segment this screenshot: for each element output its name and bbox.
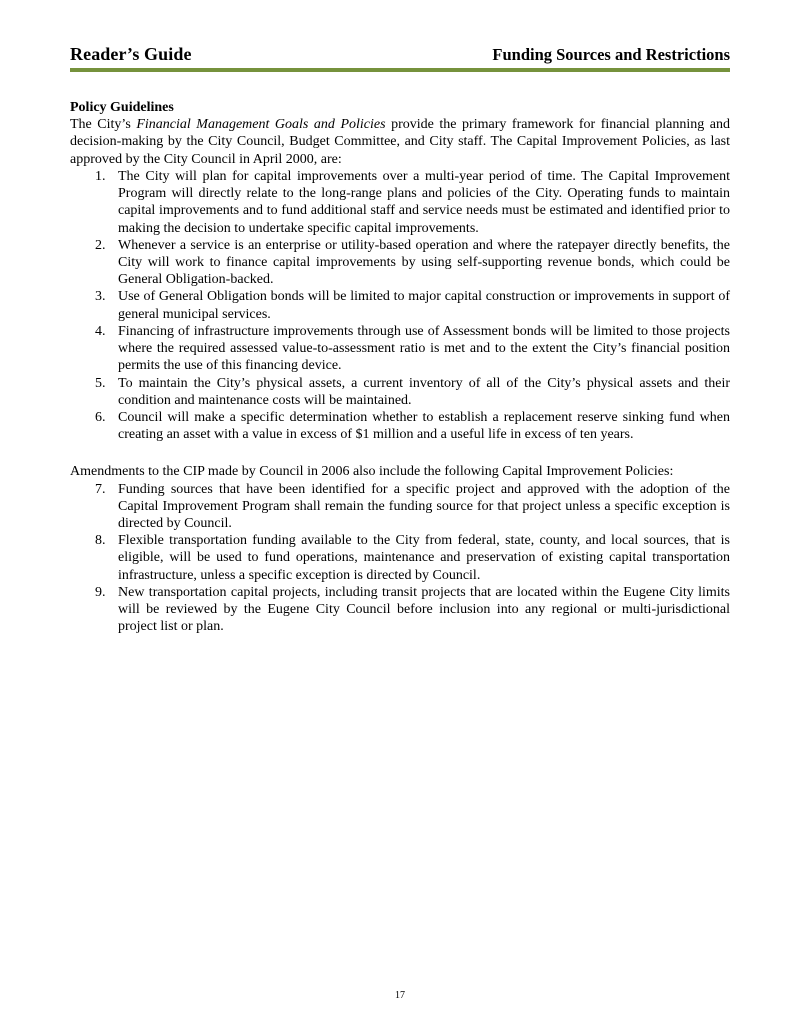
- list-item-number: 4.: [95, 323, 106, 339]
- list-item: [70, 584, 730, 636]
- list-item: [70, 168, 730, 237]
- list-item-number: 7.: [95, 481, 106, 497]
- policy-list-7-9: [70, 481, 730, 636]
- intro-text-pre: The City’s: [70, 117, 137, 133]
- header-right-title: Funding Sources and Restrictions: [492, 45, 730, 64]
- list-item-number: 1.: [95, 168, 106, 184]
- list-item-text: Financing of infrastructure improvements through use of Assessment bonds will be limited to those projects where the required assessed value-to-assessment ratio is met and to the extent the City’s financial position permits the use of this financing device.: [118, 323, 730, 374]
- header-left-title: Reader’s Guide: [70, 44, 192, 64]
- list-item-text: Funding sources that have been identified for a specific project and approved with the adoption of the Capital Improvement Program shall remain the funding source for that project unless a specific exception is directed by Council.: [118, 481, 730, 532]
- list-item: [70, 237, 730, 289]
- page-footer: [0, 990, 800, 1001]
- list-item-number: 9.: [95, 584, 106, 600]
- list-item: [70, 323, 730, 375]
- intro-text-italic-title: Financial Management Goals and Policies: [136, 117, 386, 133]
- list-item-text: To maintain the City’s physical assets, a current inventory of all of the City’s physical assets and their condition and maintenance costs will be maintained.: [118, 375, 730, 408]
- list-item: [70, 288, 730, 322]
- section-heading: Policy Guidelines: [70, 100, 174, 115]
- list-item-text: Flexible transportation funding available to the City from federal, state, county, and local sources, that is eligible, will be used to fund operations, maintenance and preservation of existing capital transportation infrastructure, unless a specific exception is directed by Council.: [118, 533, 730, 583]
- intro-paragraph: [70, 116, 730, 168]
- amendments-paragraph: Amendments to the CIP made by Council in 2006 also include the following Capital Improvement Policies:: [70, 464, 674, 480]
- list-item-number: 3.: [95, 289, 106, 305]
- list-item-number: 2.: [95, 237, 106, 253]
- list-item-text: Council will make a specific determination whether to establish a replacement reserve sinking fund when creating an asset with a value in excess of $1 million and a useful life in excess of ten years.: [118, 409, 730, 443]
- list-item: [70, 532, 730, 584]
- list-item-text: New transportation capital projects, including transit projects that are located within the Eugene City limits will be reviewed by the Eugene City Council before inclusion into any regional or multi-jurisdictional project list or plan.: [118, 584, 730, 635]
- policy-list-1-6: [70, 168, 730, 444]
- list-item: [70, 375, 730, 409]
- list-item-text: The City will plan for capital improvements over a multi-year period of time. The Capital Improvement Program will directly relate to the long-range plans and policies of the City. Operating funds to maintain capital improvements and to fund additional staff and service needs must be estimated and identified prior to making the decision to undertake specific capital improvements.: [118, 168, 730, 236]
- paragraph-spacer: [70, 443, 730, 463]
- list-item-text: Whenever a service is an enterprise or utility-based operation and where the ratepayer directly benefits, the City will work to finance capital improvements by using self-supporting revenue bonds, which could be General Obligation-backed.: [118, 237, 730, 288]
- list-item-number: 5.: [95, 375, 106, 391]
- list-item: [70, 409, 730, 443]
- intro-text-post: provide the primary framework for financial planning and decision-making by the City Council, Budget Committee, and City staff. The Capital Improvement Policies, as last approved by the City Council in April 2000, are:: [70, 117, 730, 167]
- page-body: [70, 99, 730, 636]
- list-item-text: Use of General Obligation bonds will be limited to major capital construction or improvements in support of general municipal services.: [118, 289, 730, 322]
- list-item-number: 6.: [95, 409, 106, 425]
- page-header: [70, 44, 730, 72]
- list-item-number: 8.: [95, 533, 106, 549]
- page-number: 17: [395, 990, 405, 1001]
- list-item: [70, 481, 730, 533]
